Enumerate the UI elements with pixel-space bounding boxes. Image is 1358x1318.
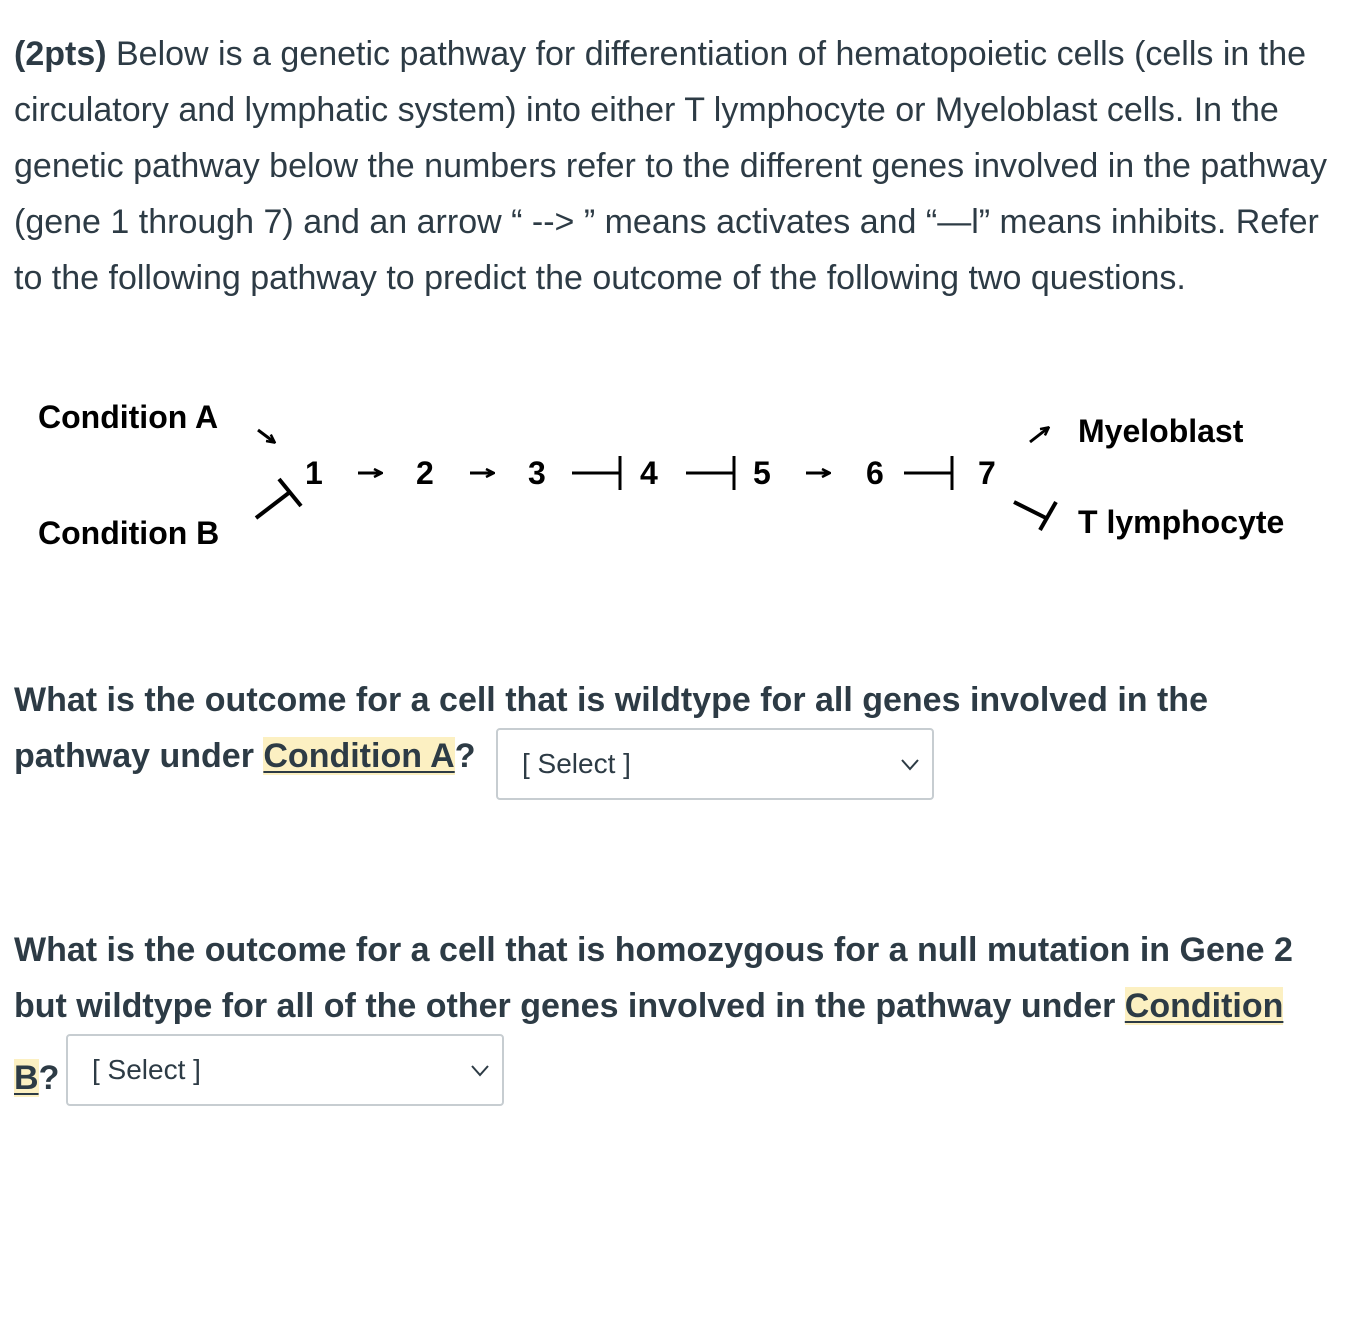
inhibit-to-t-lymphocyte xyxy=(1014,502,1056,530)
q2-question-mark: ? xyxy=(38,1059,60,1097)
q2-tail xyxy=(14,1050,59,1106)
pathway-diagram xyxy=(0,380,1358,580)
chevron-down-icon xyxy=(900,758,920,772)
gene-4: 4 xyxy=(640,455,658,491)
q1-answer-select[interactable] xyxy=(496,728,934,800)
q2-text: What is the outcome for a cell that is homozygous for a null mutation in Gene 2 but wildtype for all of the other genes involved in the pathway under xyxy=(14,931,1293,1025)
arrow-to-myeloblast xyxy=(1030,428,1048,442)
inhibit-4-5 xyxy=(686,456,734,490)
q2-select-value: [ Select ] xyxy=(92,1054,201,1085)
inhibit-6-7 xyxy=(904,456,952,490)
intro-text: Below is a genetic pathway for differentiation of hematopoietic cells (cells in the circulatory and lymphatic system) into either T lymphocyte or Myeloblast cells. In the genetic pathway below the numbers refer to the different genes involved in the pathway (gene 1 through 7) and an arrow “ --> ” means activates and “—l” means inhibits. Refer to the following pathway to predict the outcome of the following two questions. xyxy=(14,35,1327,297)
q1-highlight-condition-a: Condition A xyxy=(263,737,455,775)
question-2 xyxy=(14,922,1344,1034)
points-label: (2pts) xyxy=(14,35,107,73)
q1-question-mark: ? xyxy=(454,737,476,775)
inhibit-3-4 xyxy=(572,456,620,490)
gene-6: 6 xyxy=(866,455,884,491)
outcome-myeloblast: Myeloblast xyxy=(1078,413,1244,449)
gene-7: 7 xyxy=(978,455,996,491)
q1-select-value: [ Select ] xyxy=(522,748,631,779)
condition-a-label: Condition A xyxy=(38,399,219,435)
question-intro xyxy=(14,26,1344,306)
chevron-down-icon xyxy=(470,1064,490,1078)
gene-2: 2 xyxy=(416,455,434,491)
gene-5: 5 xyxy=(753,455,771,491)
q2-highlight-b: B xyxy=(14,1059,39,1097)
arrow-condition-a xyxy=(258,430,274,442)
outcome-t-lymphocyte: T lymphocyte xyxy=(1078,504,1285,540)
gene-3: 3 xyxy=(528,455,546,491)
inhibit-condition-b xyxy=(256,479,301,518)
q2-answer-select[interactable] xyxy=(66,1034,504,1106)
q1-text: What is the outcome for a cell that is wildtype for all genes involved in the pathway under xyxy=(14,681,1208,775)
condition-b-label: Condition B xyxy=(38,515,220,551)
q2-highlight-condition: Condition xyxy=(1124,987,1284,1025)
gene-1: 1 xyxy=(305,455,323,491)
